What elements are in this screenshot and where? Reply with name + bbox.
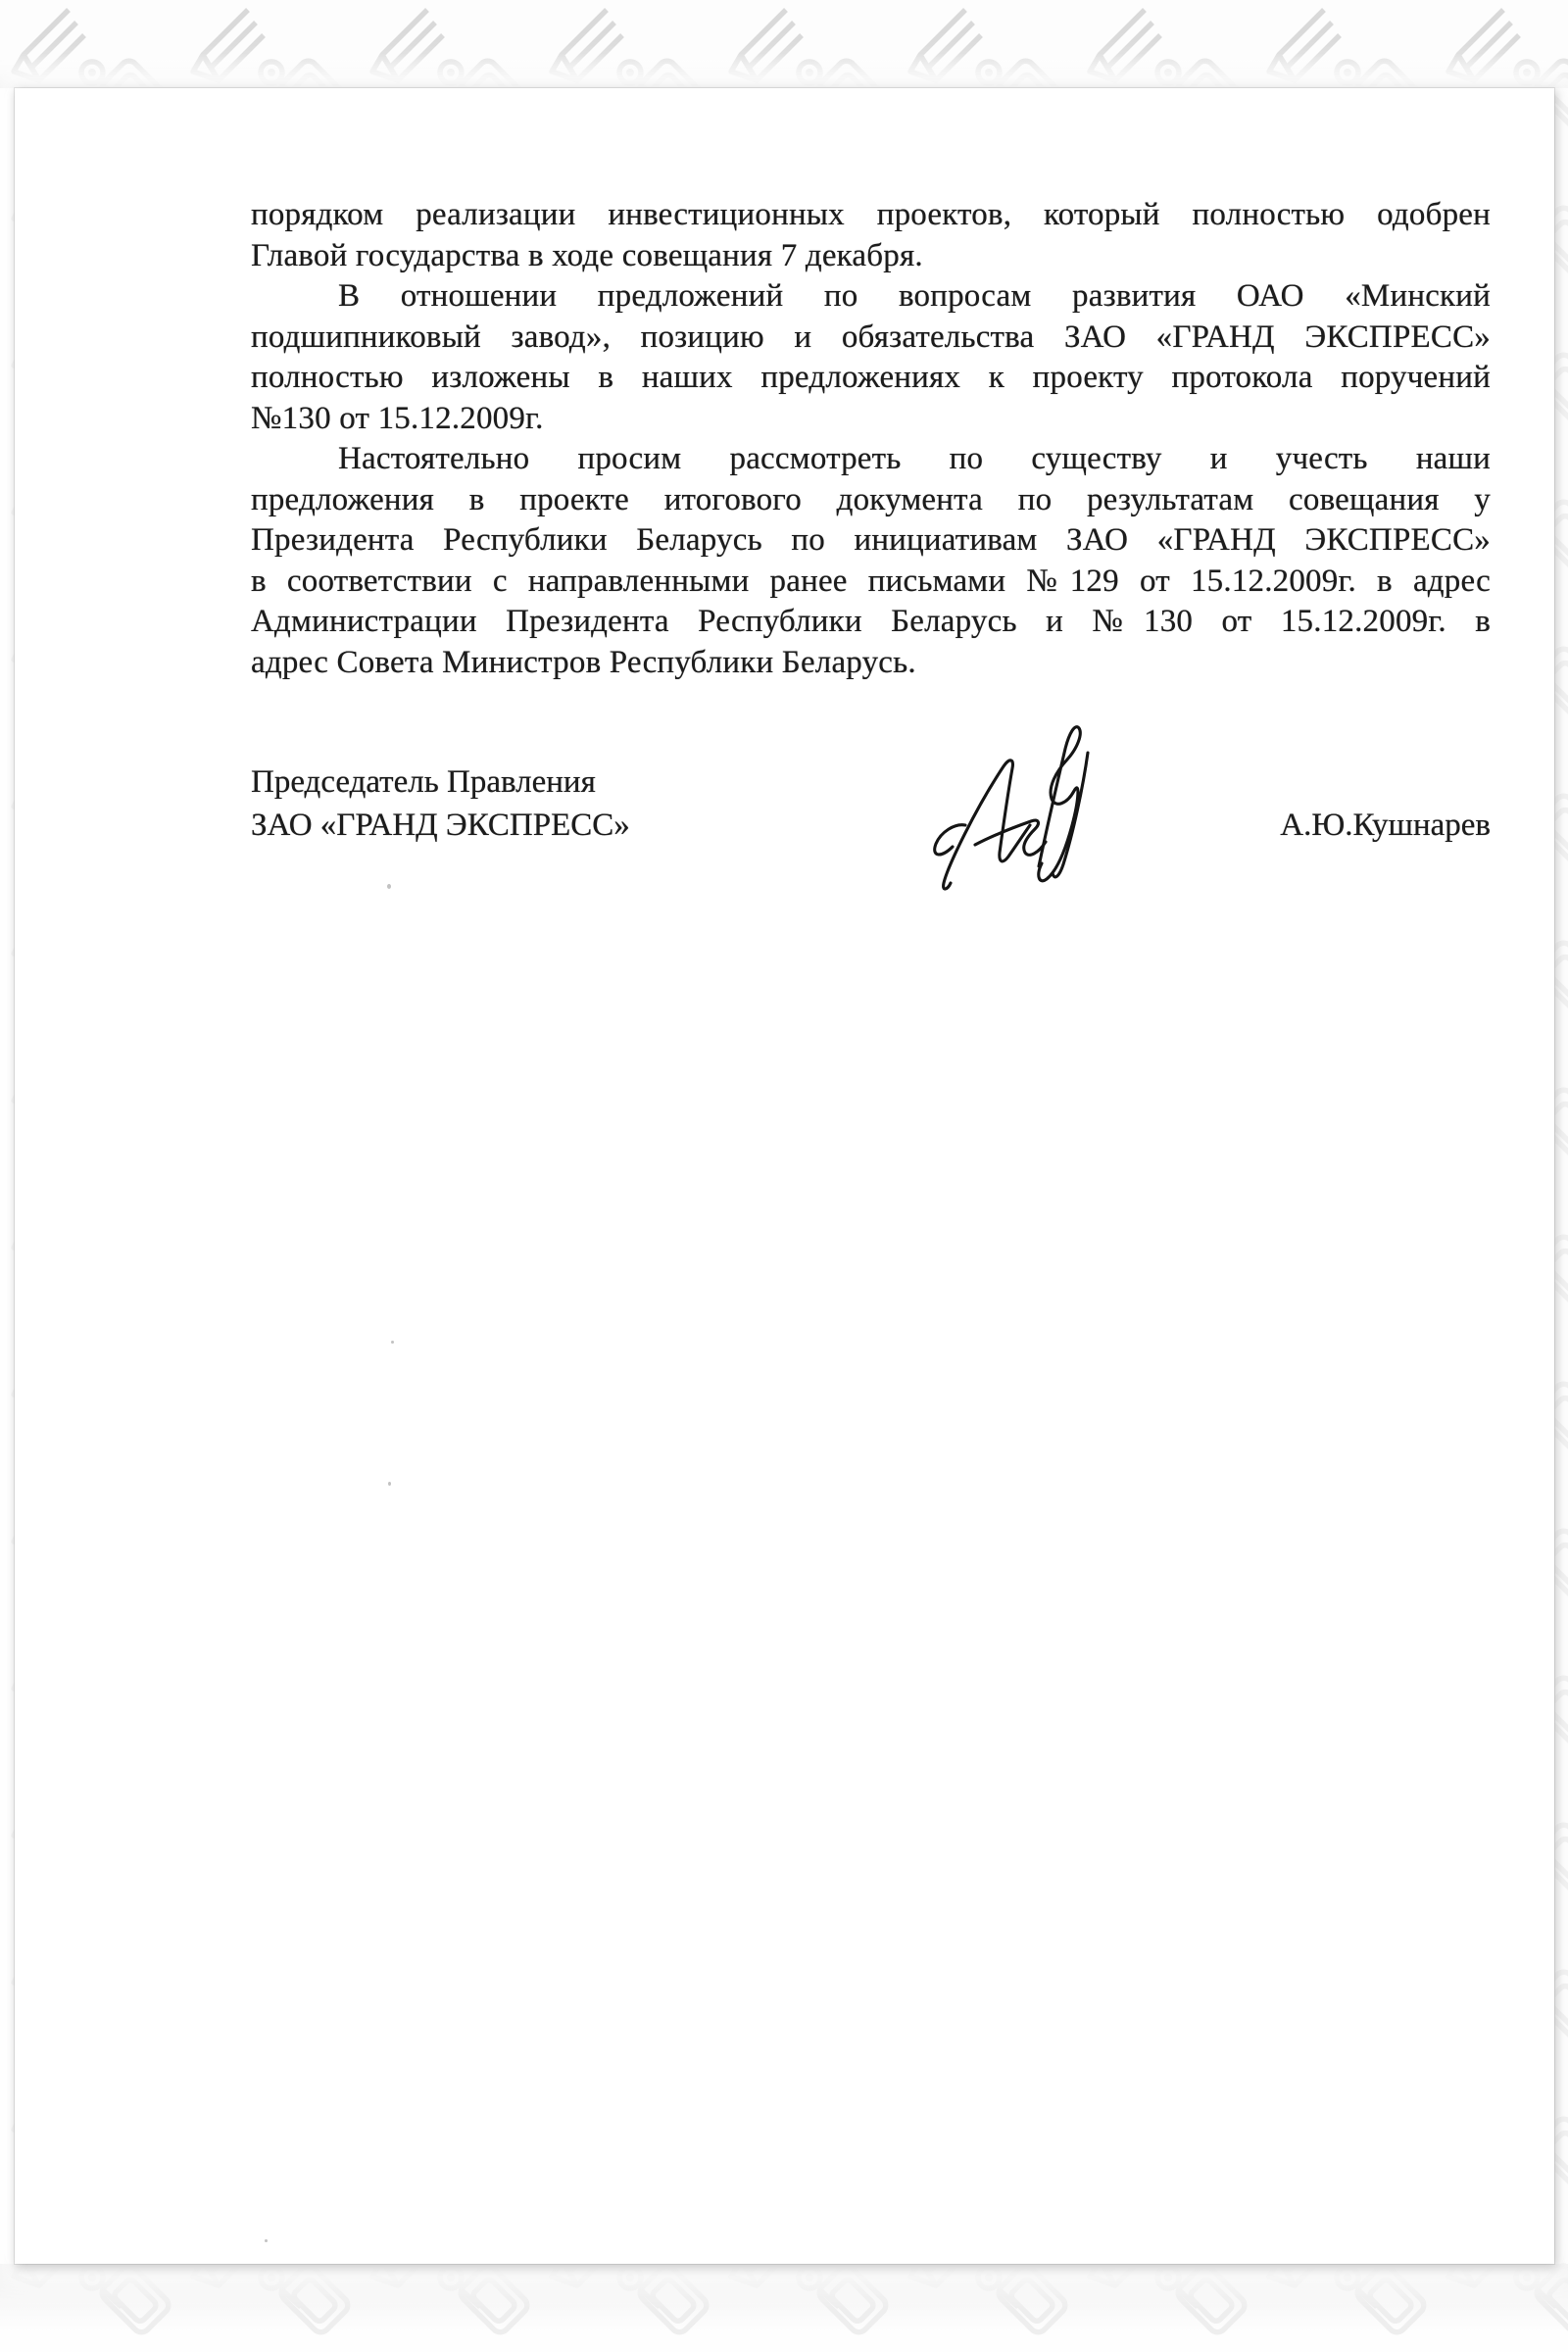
signatory-position-line-1: Председатель Правления (251, 764, 596, 800)
text-line: в соответствии с направленными ранее письмами №129 от 15.12.2009г. в адрес (251, 563, 1491, 599)
text-line: В отношении предложений по вопросам развития ОАО «Минский (338, 278, 1491, 314)
signatory-name: А.Ю.Кушнарев (1280, 808, 1491, 843)
letter-paper (15, 88, 1554, 2264)
text-line: Главой государства в ходе совещания 7 декабря. (251, 237, 923, 273)
scan-speck (391, 1341, 394, 1344)
scan-speck (387, 884, 391, 889)
scan-speck (265, 2239, 268, 2242)
text-line: Настоятельно просим рассмотреть по существу и учесть наши (338, 441, 1491, 476)
text-line: подшипниковый завод», позицию и обязательства ЗАО «ГРАНД ЭКСПРЕСС» (251, 318, 1491, 355)
scan-speck (388, 1482, 391, 1486)
text-line: №130 от 15.12.2009г. (251, 400, 544, 436)
text-line: Президента Республики Беларусь по инициативам ЗАО «ГРАНД ЭКСПРЕСС» (251, 522, 1491, 558)
text-line: предложения в проекте итогового документа по результатам совещания у (251, 481, 1491, 517)
text-line: адрес Совета Министров Республики Беларусь. (251, 644, 916, 680)
text-line: полностью изложены в наших предложениях к проекту протокола поручений (251, 360, 1491, 395)
handwritten-signature-icon (921, 698, 1112, 894)
letter-body (251, 195, 1491, 683)
text-line: порядком реализации инвестиционных проектов, который полностью одобрен (251, 197, 1491, 232)
text-line: Администрации Президента Республики Беларусь и №130 от 15.12.2009г. в (251, 604, 1491, 639)
signatory-position-line-2: ЗАО «ГРАНД ЭКСПРЕСС» (251, 808, 630, 843)
